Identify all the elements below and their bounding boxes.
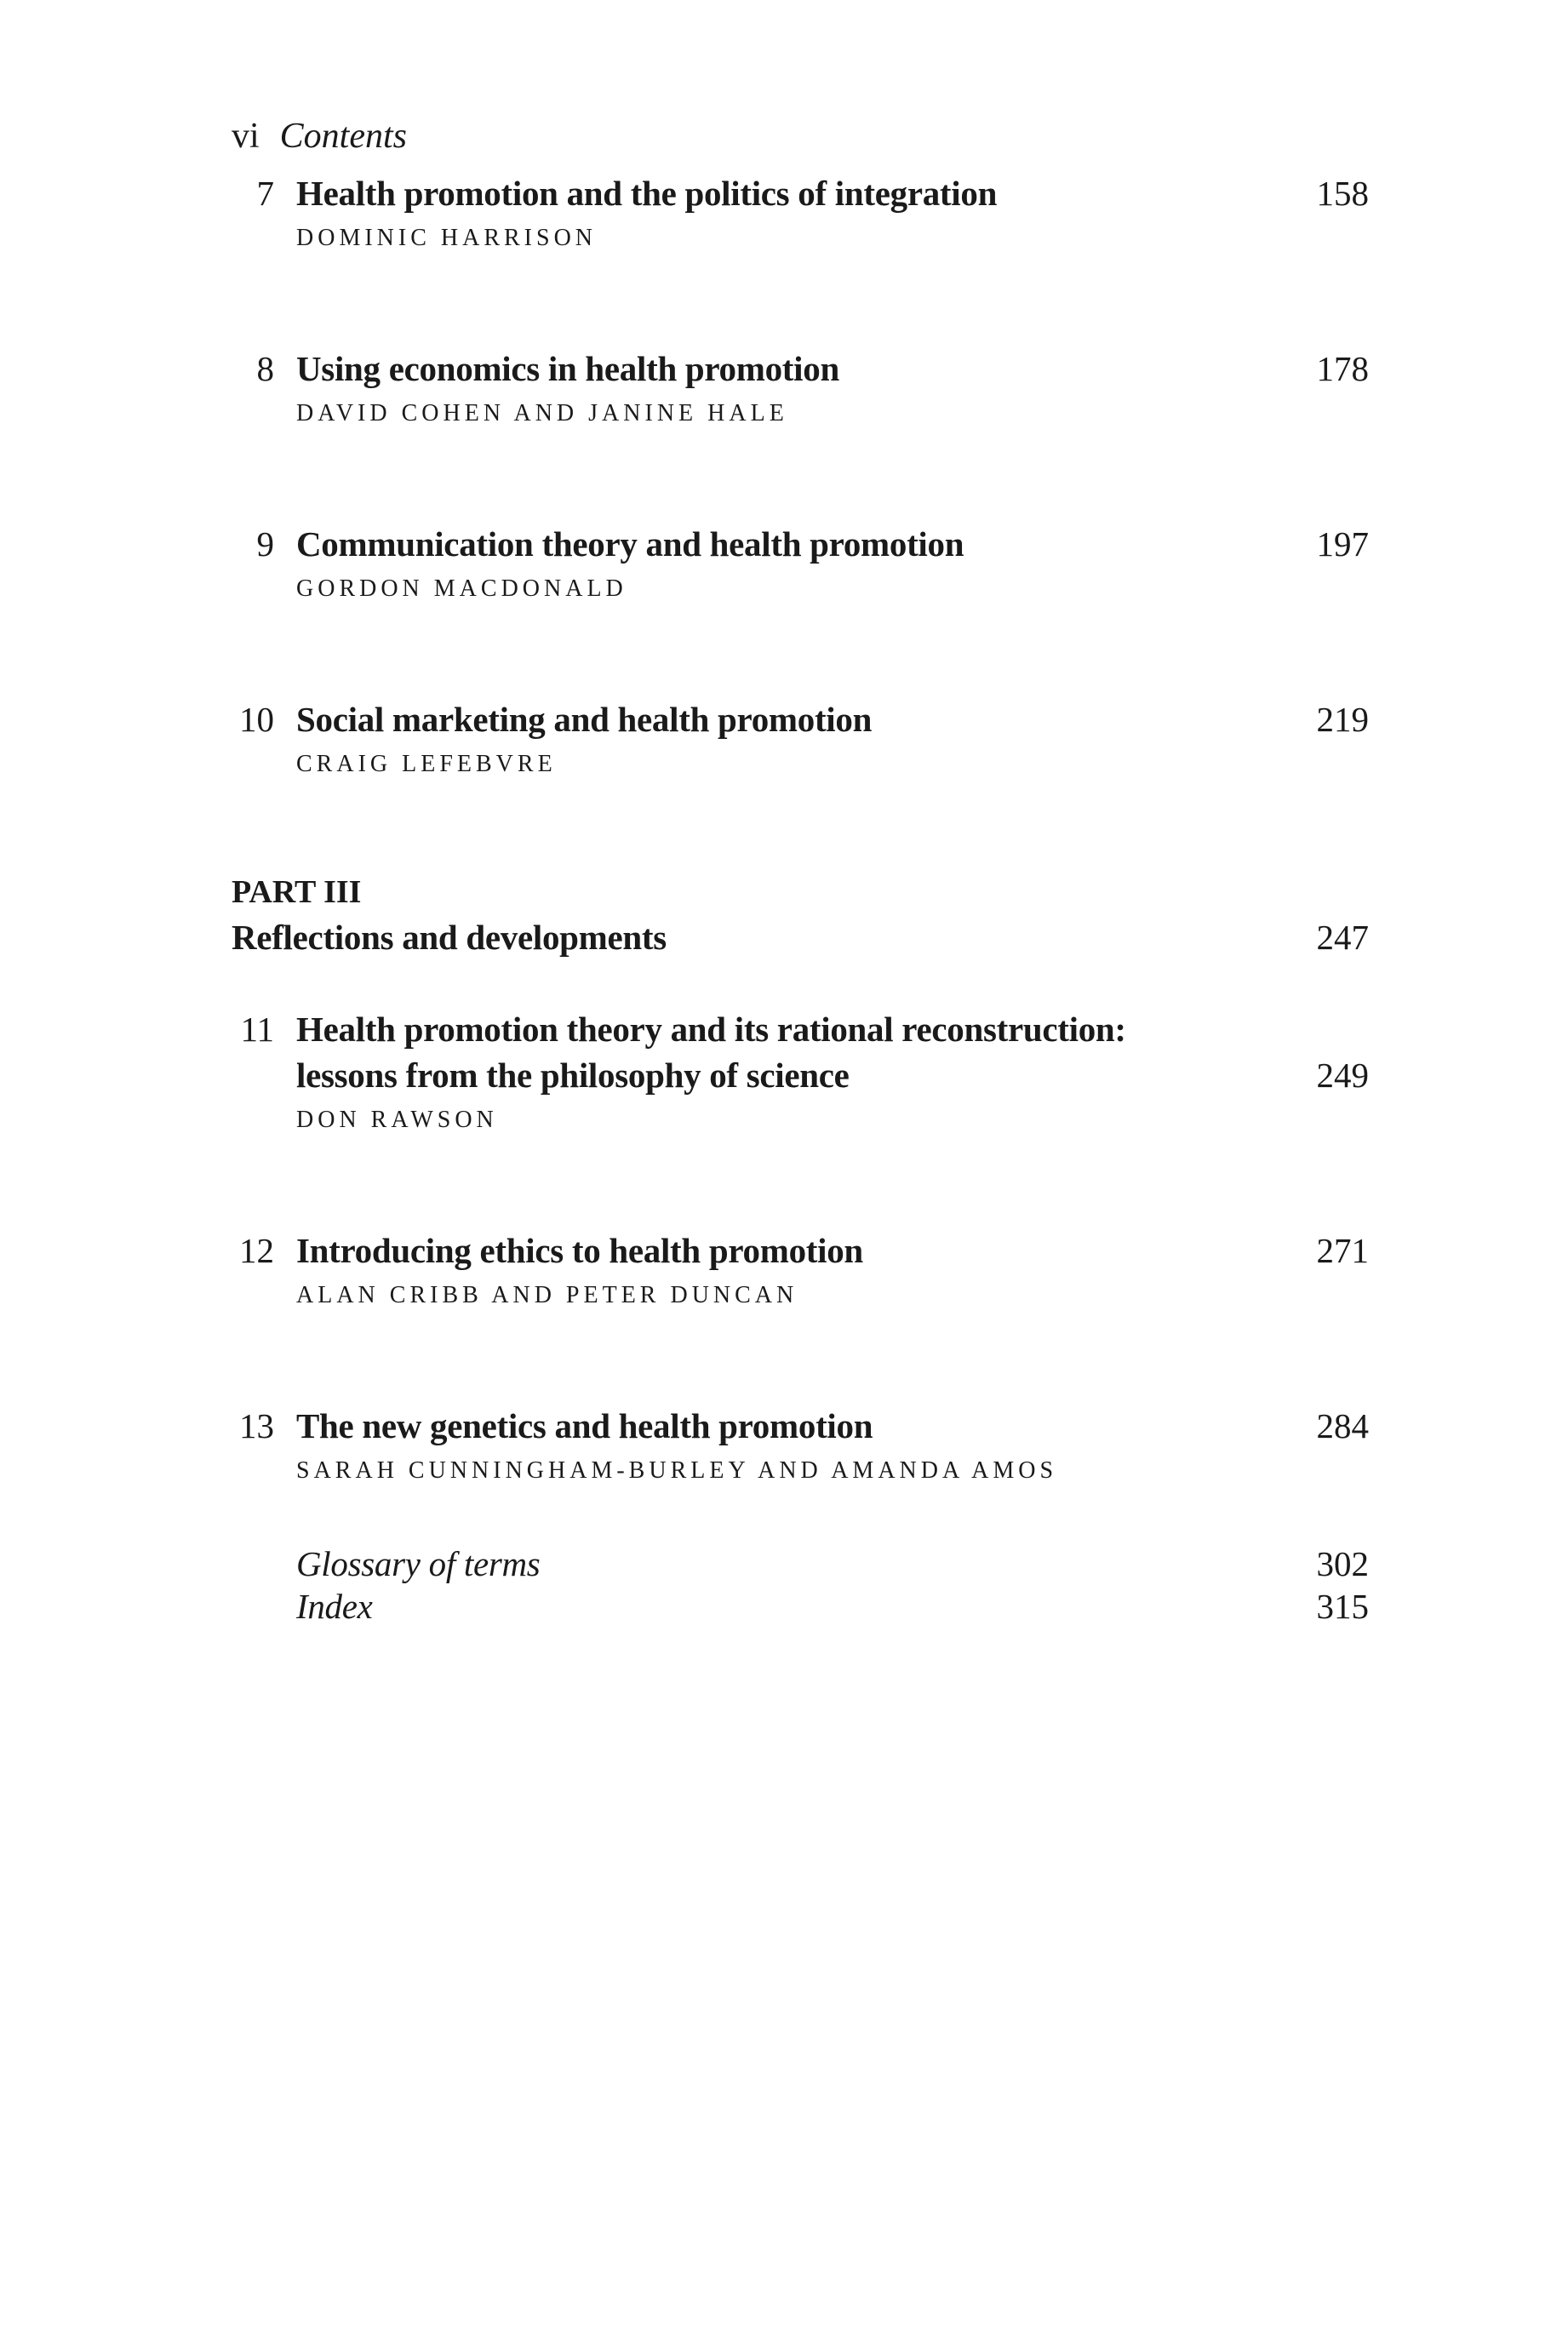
folio: vi [232, 117, 260, 156]
chapter-title: Social marketing and health promotion [296, 700, 873, 739]
toc-entry-glossary[interactable] [232, 1542, 1369, 1585]
chapter-author: GORDON MACDONALD [296, 575, 627, 602]
chapter-title: The new genetics and health promotion [296, 1406, 873, 1445]
page-number: 247 [1316, 918, 1369, 957]
chapter-author: SARAH CUNNINGHAM-BURLEY AND AMANDA AMOS [296, 1457, 1058, 1484]
toc-entry-chapter-11[interactable] [232, 1006, 1369, 1137]
chapter-number: 7 [256, 174, 274, 213]
toc-part-3[interactable] [232, 870, 1369, 960]
page-number: 158 [1316, 174, 1369, 213]
chapter-author: DAVID COHEN AND JANINE HALE [296, 400, 788, 426]
chapter-number: 12 [239, 1231, 274, 1270]
chapter-number: 13 [239, 1406, 274, 1445]
toc-entry-chapter-9[interactable] [232, 521, 1369, 606]
running-head [232, 111, 1369, 162]
running-head-title: Contents [279, 117, 408, 156]
chapter-number: 11 [240, 1010, 274, 1049]
back-matter-title: Index [296, 1587, 373, 1626]
chapter-author: CRAIG LEFEBVRE [296, 751, 557, 777]
toc-entry-chapter-7[interactable] [232, 170, 1369, 255]
page-number: 302 [1316, 1544, 1369, 1583]
page-number: 315 [1316, 1587, 1369, 1626]
page-number: 249 [1316, 1056, 1369, 1095]
chapter-title: Using economics in health promotion [296, 349, 839, 388]
chapter-number: 8 [256, 349, 274, 388]
part-title: Reflections and developments [232, 918, 667, 957]
page-number: 284 [1316, 1406, 1369, 1445]
chapter-title-line-2: lessons from the philosophy of science [296, 1056, 850, 1095]
chapter-number: 9 [256, 524, 274, 564]
chapter-number: 10 [239, 700, 274, 739]
contents-page [232, 111, 1369, 1628]
part-label: PART III [232, 874, 362, 910]
toc-entry-chapter-13[interactable] [232, 1403, 1369, 1488]
chapter-author: ALAN CRIBB AND PETER DUNCAN [296, 1282, 798, 1308]
back-matter-title: Glossary of terms [296, 1544, 541, 1583]
page-number: 271 [1316, 1231, 1369, 1270]
toc-entry-index[interactable] [232, 1585, 1369, 1628]
chapter-author: DON RAWSON [296, 1107, 498, 1133]
toc-entry-chapter-10[interactable] [232, 696, 1369, 781]
chapter-author: DOMINIC HARRISON [296, 225, 598, 251]
chapter-title: Communication theory and health promotion [296, 524, 964, 564]
chapter-title: Introducing ethics to health promotion [296, 1231, 863, 1270]
toc-entry-chapter-12[interactable] [232, 1228, 1369, 1313]
page-number: 219 [1316, 700, 1369, 739]
chapter-title-line-1: Health promotion theory and its rational reconstruction: [296, 1010, 1126, 1049]
chapter-title: Health promotion and the politics of integration [296, 174, 998, 213]
toc-entry-chapter-8[interactable] [232, 346, 1369, 431]
page-number: 178 [1316, 349, 1369, 388]
page-number: 197 [1316, 524, 1369, 564]
